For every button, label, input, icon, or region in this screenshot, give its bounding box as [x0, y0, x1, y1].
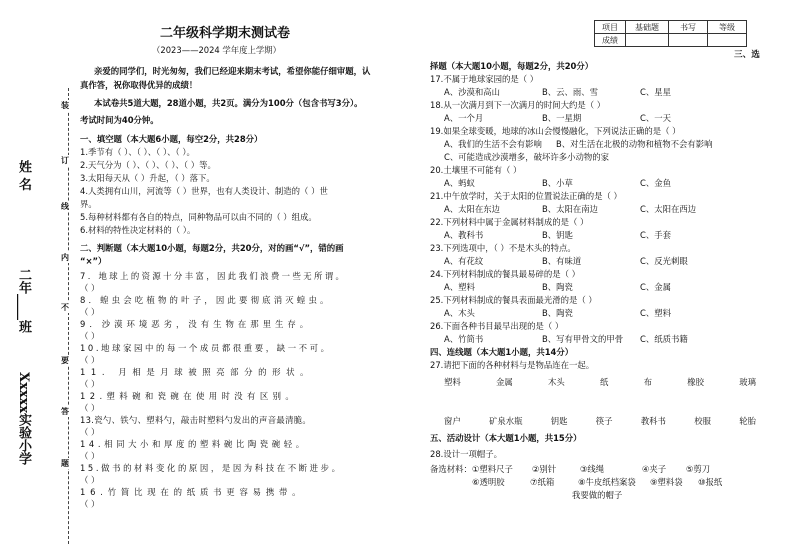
- materials-list-row1: [430, 463, 770, 476]
- score-cell: [626, 34, 669, 47]
- material-item[interactable]: 橡胶: [687, 377, 704, 387]
- judge-question: 12.塑料碗和瓷碗在使用时没有区别。 （ ）: [80, 390, 418, 414]
- material-option: ①塑料尺子: [471, 464, 513, 474]
- option[interactable]: A、沙漠和高山: [444, 87, 500, 97]
- material-item[interactable]: 木头: [548, 377, 565, 387]
- object-item[interactable]: 校服: [694, 416, 711, 426]
- fill-question: 5.每种材料都有各自的特点，同种物品可以由不同的（ ）组成。: [80, 212, 317, 222]
- answer-blank[interactable]: （ ）: [80, 475, 100, 485]
- material-item[interactable]: 玻璃: [739, 377, 756, 387]
- answer-blank[interactable]: （ ）: [80, 427, 100, 437]
- answer-blank[interactable]: （ ）: [80, 307, 100, 317]
- binding-char: 线: [58, 201, 72, 212]
- option[interactable]: C、手套: [640, 230, 671, 240]
- answer-blank[interactable]: （ ）: [80, 283, 100, 293]
- section5-title: 五、活动设计（本大题1小题，共15分）: [430, 433, 582, 443]
- option[interactable]: C、星星: [640, 87, 671, 97]
- option[interactable]: A、太阳在东边: [444, 204, 500, 214]
- object-item[interactable]: 轮胎: [739, 416, 756, 426]
- choice-question: 19.如果全球变暖，地球的冰山会慢慢融化，下列说法正确的是（ ） A、我们的生活不会有影响 B、对生活在北极的动物和植物不会有影响 C、可能造成沙漠增多，破坏许多小动物的家: [430, 126, 713, 162]
- option[interactable]: C、太阳在西边: [640, 204, 697, 214]
- option[interactable]: B、陶瓷: [542, 282, 573, 292]
- material-option: ⑥透明胶: [472, 477, 505, 487]
- judge-question: 14.相同大小和厚度的塑料碗比陶瓷碗轻。 （ ）: [80, 438, 418, 462]
- material-option: ②别针: [531, 464, 557, 474]
- score-row-label: 成绩: [595, 34, 626, 47]
- fill-question: 6.材料的特性决定材料的（ ）。: [80, 225, 196, 235]
- option[interactable]: C、可能造成沙漠增多，破坏许多小动物的家: [444, 152, 609, 162]
- hat-caption: 我要做的帽子: [572, 490, 623, 500]
- judge-question: 15.做书的材料变化的原因，是因为科技在不断进步。 （ ）: [80, 462, 418, 486]
- option[interactable]: B、钥匙: [542, 230, 573, 240]
- option[interactable]: B、写有甲骨文的甲骨: [542, 334, 624, 344]
- materials-list-row2: [430, 476, 770, 489]
- section4-title: 四、连线题（本大题1小题，共14分）: [430, 347, 574, 357]
- answer-blank[interactable]: （ ）: [80, 355, 100, 365]
- choice-question: 23.下列选项中，（ ）不是木头的特点。 A、有花纹 B、有味道 C、反光刺眼: [430, 243, 688, 266]
- option[interactable]: C、金鱼: [640, 178, 671, 188]
- option[interactable]: A、一个月: [444, 113, 484, 123]
- object-item[interactable]: 筷子: [595, 416, 613, 426]
- choice-question: 22.下列材料中属于金属材料制成的是（ ） A、教科书 B、钥匙 C、手套: [430, 217, 671, 240]
- score-header: 书写: [669, 21, 708, 34]
- page-title: 二年级科学期末测试卷: [160, 26, 291, 41]
- page-subtitle: （2023——2024 学年度上学期）: [152, 45, 282, 55]
- answer-blank[interactable]: （ ）: [80, 331, 100, 341]
- intro-time: 考试时间为40分钟。: [80, 115, 159, 125]
- choice-question: 25.下列材料制成的餐具表面最光滑的是（ ） A、木头 B、陶瓷 C、塑料: [430, 295, 671, 318]
- section3-title: 择题（本大题10小题，每题2分，共20分）: [430, 61, 594, 71]
- option[interactable]: C、金属: [640, 282, 671, 292]
- score-header: 等级: [708, 21, 747, 34]
- option[interactable]: A、木头: [444, 308, 475, 318]
- binding-char: 要: [58, 355, 72, 366]
- object-item[interactable]: 教科书: [640, 416, 666, 426]
- material-item[interactable]: 金属: [496, 377, 513, 387]
- judge-question: 10.地球家园中的每一个成员都很重要，缺一不可。 （ ）: [80, 342, 418, 366]
- choice-question: 20.土壤里不可能有（ ） A、蚂蚁 B、小草 C、金鱼: [430, 165, 671, 188]
- binding-char: 题: [58, 458, 72, 469]
- binding-char: 订: [58, 155, 72, 166]
- intro-greeting: 亲爱的同学们，时光匆匆，我们已经迎来期末考试，希望你能仔细审题，认: [94, 66, 371, 76]
- option[interactable]: A、有花纹: [444, 256, 484, 266]
- fill-question: 2.天气分为（ ）、（ ）、（ ）、（ ）等。: [80, 160, 216, 170]
- choice-question: 21.中午放学时，关于太阳的位置说法正确的是（ ） A、太阳在东边 B、太阳在南边 C、太阳在西边: [430, 191, 697, 214]
- judge-question: 16.竹简比现在的纸质书更容易携带。 （ ）: [80, 486, 418, 510]
- objects-row: [430, 389, 770, 428]
- intro-greeting-cont: 真作答，祝你取得优异的成绩！: [80, 80, 198, 90]
- option[interactable]: C、纸质书籍: [640, 334, 688, 344]
- material-item[interactable]: 纸: [600, 377, 609, 387]
- judge-question: 13.瓷勺、铁勺、塑料勺，敲击时塑料勺发出的声音最清脆。 （ ）: [80, 414, 418, 438]
- material-option: ⑩报纸: [698, 477, 723, 487]
- object-item[interactable]: 矿泉水瓶: [489, 416, 523, 426]
- choice-question: 26.下面各种书目最早出现的是（ ） A、竹简书 B、写有甲骨文的甲骨 C、纸质书籍: [430, 321, 688, 344]
- option[interactable]: A、教科书: [444, 230, 484, 240]
- name-label: 姓 名: [16, 160, 31, 191]
- score-cell: [669, 34, 708, 47]
- object-item[interactable]: 窗户: [444, 416, 461, 426]
- fill-question: 界。: [80, 199, 97, 209]
- material-option: ⑨塑料袋: [650, 477, 683, 487]
- fill-question: 4.人类拥有山川，河流等（ ）世界，也有人类设计、制造的（ ）世: [80, 186, 328, 196]
- choice-question: 18.从一次满月到下一次满月的时间大约是（ ） A、一个月 B、一星期 C、一天: [430, 100, 671, 123]
- answer-blank[interactable]: （ ）: [80, 451, 100, 461]
- answer-blank[interactable]: （ ）: [80, 403, 100, 413]
- answer-blank[interactable]: （ ）: [80, 499, 100, 509]
- fill-question: 3.太阳每天从（ ）升起，（ ）落下。: [80, 173, 215, 183]
- option[interactable]: B、一星期: [542, 113, 582, 123]
- option[interactable]: B、对生活在北极的动物和植物不会有影响: [556, 139, 713, 149]
- section3-heading-start: 三、选: [734, 50, 760, 60]
- materials-prefix: 备选材料：: [430, 464, 472, 474]
- binding-char: 内: [58, 252, 72, 263]
- school-label: Xxxxx实验小学: [16, 372, 31, 466]
- binding-char: 装: [58, 100, 72, 111]
- option[interactable]: C、反光刺眼: [640, 256, 688, 266]
- option[interactable]: B、有味道: [542, 256, 582, 266]
- section1-title: 一、填空题（本大题6小题，每空2分，共28分）: [80, 134, 263, 144]
- score-header: 基础题: [626, 21, 669, 34]
- object-item[interactable]: 钥匙: [550, 416, 568, 426]
- intro-info: 本试卷共5道大题，28道小题，共2页。满分为100分（包含书写3分）。: [94, 98, 363, 108]
- choice-question: 17.不属于地球家园的是（ ） A、沙漠和高山 B、云、雨、雪 C、星星: [430, 74, 671, 97]
- score-table: [594, 20, 747, 47]
- choice-question: 24.下列材料制成的餐具最易碎的是（ ） A、塑料 B、陶瓷 C、金属: [430, 269, 671, 292]
- left-column: [80, 64, 418, 510]
- score-header: 项目: [595, 21, 626, 34]
- option[interactable]: B、陶瓷: [542, 308, 573, 318]
- section2-title: 二、判断题（本大题10小题，每题2分，共20分，对的画“√”，错的画: [80, 243, 344, 253]
- judge-question: 7．地球上的资源十分丰富，因此我们浪费一些无所谓。 （ ）: [80, 270, 418, 294]
- class-label: 二年____班: [16, 268, 31, 333]
- material-item[interactable]: 布: [643, 377, 652, 387]
- judge-question: 8．蝗虫会吃植物的叶子，因此要彻底消灭蝗虫。 （ ）: [80, 294, 418, 318]
- right-column: [430, 60, 770, 502]
- binding-char: 答: [58, 406, 72, 417]
- judge-question: 9．沙漠环境恶劣，没有生物在那里生存。 （ ）: [80, 318, 418, 342]
- material-option: ③线绳: [579, 464, 605, 474]
- binding-char: 不: [58, 302, 72, 313]
- option[interactable]: A、我们的生活不会有影响: [444, 139, 542, 149]
- answer-blank[interactable]: （ ）: [80, 379, 100, 389]
- option[interactable]: B、小草: [542, 178, 573, 188]
- option[interactable]: B、云、雨、雪: [542, 87, 598, 97]
- materials-row: [430, 372, 770, 389]
- fill-question: 1.季节有（ ）、（ ）、（ ）、（ ）。: [80, 147, 195, 157]
- section2-title-cont: “×”）: [80, 256, 107, 266]
- matching-question: 27.请把下面的各种材料与是物品连在一起。: [430, 360, 595, 370]
- option[interactable]: B、太阳在南边: [542, 204, 598, 214]
- material-option: ④夹子: [641, 464, 667, 474]
- material-option: ⑧牛皮纸档案袋: [578, 477, 636, 487]
- design-question: 28.设计一项帽子。: [430, 449, 502, 459]
- material-item[interactable]: 塑料: [444, 377, 461, 387]
- score-cell: [708, 34, 747, 47]
- option[interactable]: A、塑料: [444, 282, 475, 292]
- option[interactable]: C、塑料: [640, 308, 671, 318]
- option[interactable]: A、蚂蚁: [444, 178, 475, 188]
- material-option: ⑦纸箱: [530, 477, 555, 487]
- judge-question: 11. 月相是月球被照亮部分的形状。 （ ）: [80, 366, 418, 390]
- option[interactable]: C、一天: [640, 113, 671, 123]
- option[interactable]: A、竹简书: [444, 334, 484, 344]
- material-option: ⑤剪刀: [685, 464, 711, 474]
